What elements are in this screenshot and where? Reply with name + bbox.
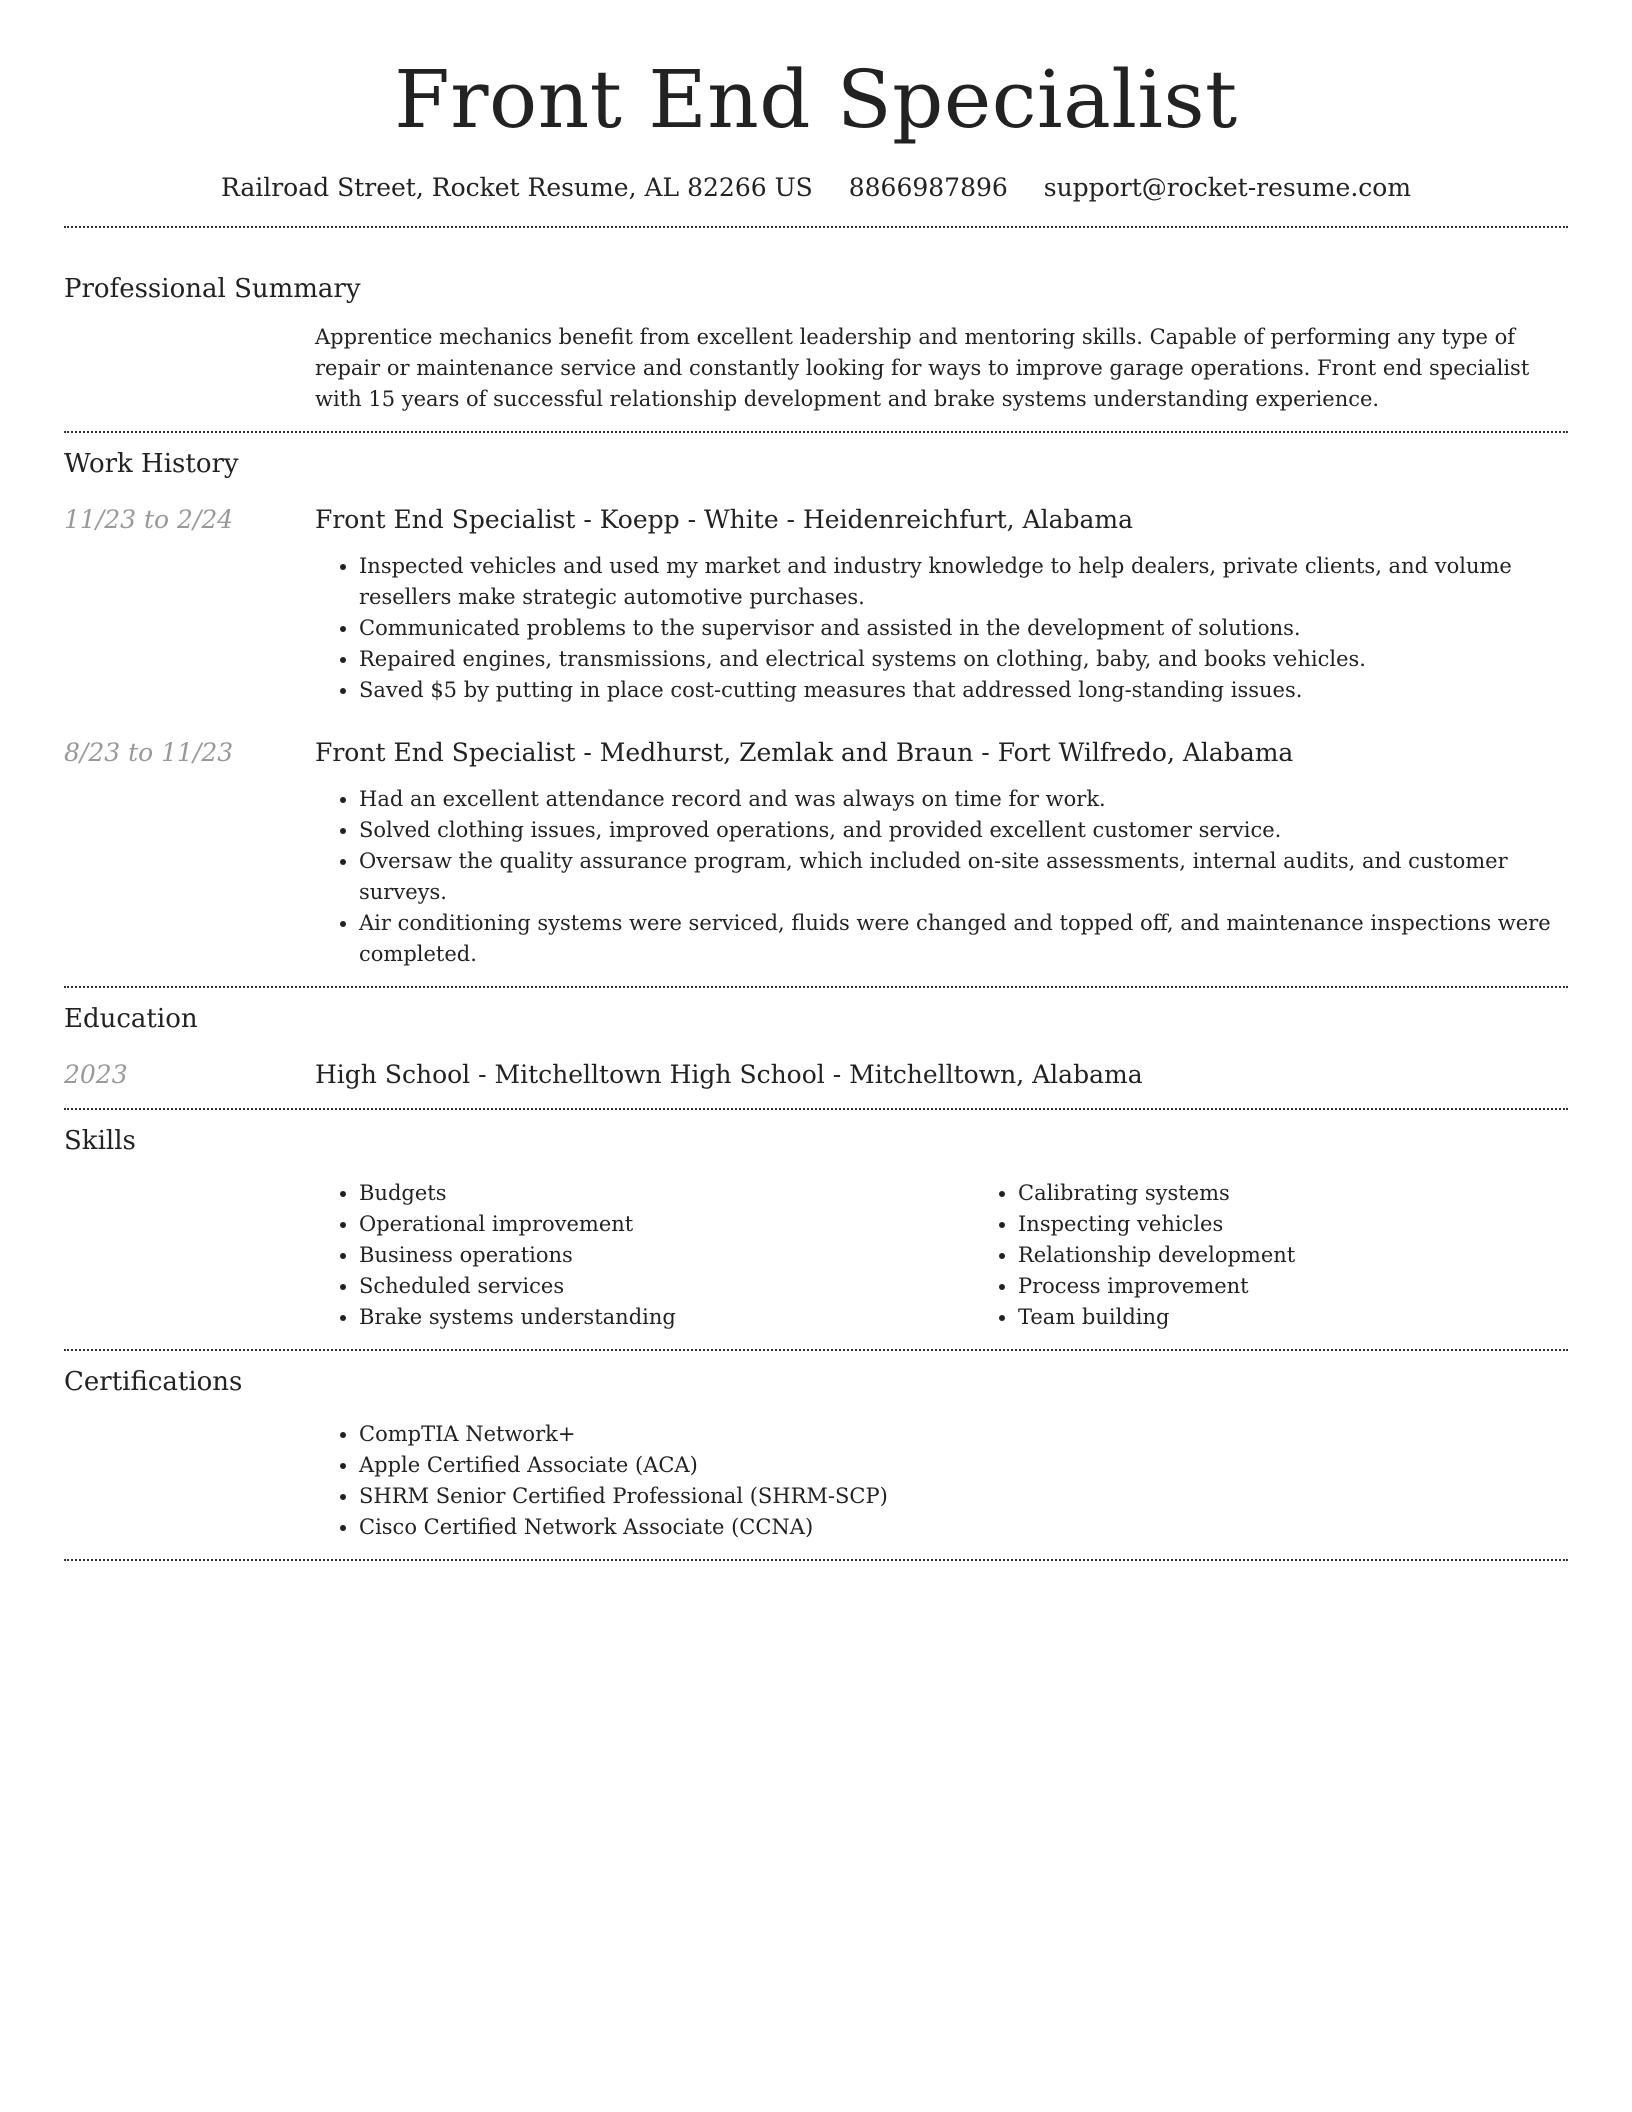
skill-item: • Calibrating systems — [1018, 1178, 1632, 1209]
skill-item: • Brake systems understanding — [359, 1302, 974, 1333]
certifications-body — [315, 1419, 1568, 1543]
certifications-row — [64, 1419, 1568, 1543]
skill-item: • Business operations — [359, 1240, 974, 1271]
job-entry — [64, 736, 1568, 970]
certifications-title: Certifications — [64, 1367, 243, 1397]
contact-phone: 8866987896 — [848, 173, 1008, 202]
skill-item: • Scheduled services — [359, 1271, 974, 1302]
job-bullet: • Solved clothing issues, improved operations, and provided excellent customer service. — [359, 815, 1568, 846]
job-bullets — [315, 551, 1568, 706]
summary-row — [64, 322, 1568, 415]
skill-item: • Operational improvement — [359, 1209, 974, 1240]
certification-item: • CompTIA Network+ — [359, 1419, 1568, 1450]
contact-address: Railroad Street, Rocket Resume, AL 82266 US — [220, 173, 813, 202]
skill-item: • Inspecting vehicles — [1018, 1209, 1632, 1240]
contact-line — [64, 170, 1568, 206]
job-dates: 8/23 to 11/23 — [64, 738, 234, 767]
certifications-section — [64, 1351, 1568, 1543]
job-heading: Front End Specialist - Medhurst, Zemlak and Braun - Fort Wilfredo, Alabama — [315, 738, 1294, 767]
work-history-section — [64, 433, 1568, 970]
skills-row — [64, 1178, 1568, 1333]
education-year: 2023 — [64, 1060, 128, 1089]
job-bullet: • Had an excellent attendance record and was always on time for work. — [359, 784, 1568, 815]
skill-item: • Team building — [1018, 1302, 1632, 1333]
job-body — [315, 503, 1568, 706]
job-bullet: • Saved $5 by putting in place cost-cutting measures that addressed long-standing issues. — [359, 675, 1568, 706]
skill-item: • Budgets — [359, 1178, 974, 1209]
summary-text: Apprentice mechanics benefit from excellent leadership and mentoring skills. Capable of performing any type of repair or maintenance service and constantly looking for ways to improve garage operations. Front end specialist with 15 years of successful relationship development and brake systems understanding experience. — [315, 325, 1530, 411]
skills-section — [64, 1110, 1568, 1333]
education-heading: High School - Mitchelltown High School - Mitchelltown, Alabama — [315, 1060, 1143, 1089]
job-heading: Front End Specialist - Koepp - White - Heidenreichfurt, Alabama — [315, 505, 1134, 534]
summary-section — [64, 228, 1568, 415]
summary-body — [315, 322, 1568, 415]
skill-item: • Relationship development — [1018, 1240, 1632, 1271]
certifications-list — [315, 1419, 1568, 1543]
education-body — [315, 1058, 1568, 1092]
contact-email: support@rocket-resume.com — [1043, 173, 1412, 202]
education-section — [64, 988, 1568, 1092]
summary-title: Professional Summary — [64, 274, 361, 304]
job-dates: 11/23 to 2/24 — [64, 505, 234, 534]
job-body — [315, 736, 1568, 970]
candidate-name: Front End Specialist — [394, 53, 1238, 146]
education-title: Education — [64, 1004, 198, 1034]
skill-item: • Process improvement — [1018, 1271, 1632, 1302]
skills-list-left — [315, 1178, 974, 1333]
job-bullet: • Oversaw the quality assurance program, which included on-site assessments, internal audits, and customer surveys. — [359, 846, 1568, 908]
certification-item: • Cisco Certified Network Associate (CCNA) — [359, 1512, 1568, 1543]
education-entry — [64, 1058, 1568, 1092]
work-history-title: Work History — [64, 449, 239, 479]
job-bullet: • Inspected vehicles and used my market and industry knowledge to help dealers, private clients, and volume resellers make strategic automotive purchases. — [359, 551, 1568, 613]
job-bullets — [315, 784, 1568, 970]
certifications-divider — [64, 1559, 1568, 1561]
job-bullet: • Repaired engines, transmissions, and electrical systems on clothing, baby, and books vehicles. — [359, 644, 1568, 675]
job-bullet: • Air conditioning systems were serviced, fluids were changed and topped off, and maintenance inspections were completed. — [359, 908, 1568, 970]
skills-title: Skills — [64, 1126, 136, 1156]
job-entry — [64, 503, 1568, 706]
skills-columns — [315, 1178, 1632, 1333]
certification-item: • Apple Certified Associate (ACA) — [359, 1450, 1568, 1481]
skills-list-right — [974, 1178, 1632, 1333]
certification-item: • SHRM Senior Certified Professional (SHRM-SCP) — [359, 1481, 1568, 1512]
job-bullet: • Communicated problems to the supervisor and assisted in the development of solutions. — [359, 613, 1568, 644]
